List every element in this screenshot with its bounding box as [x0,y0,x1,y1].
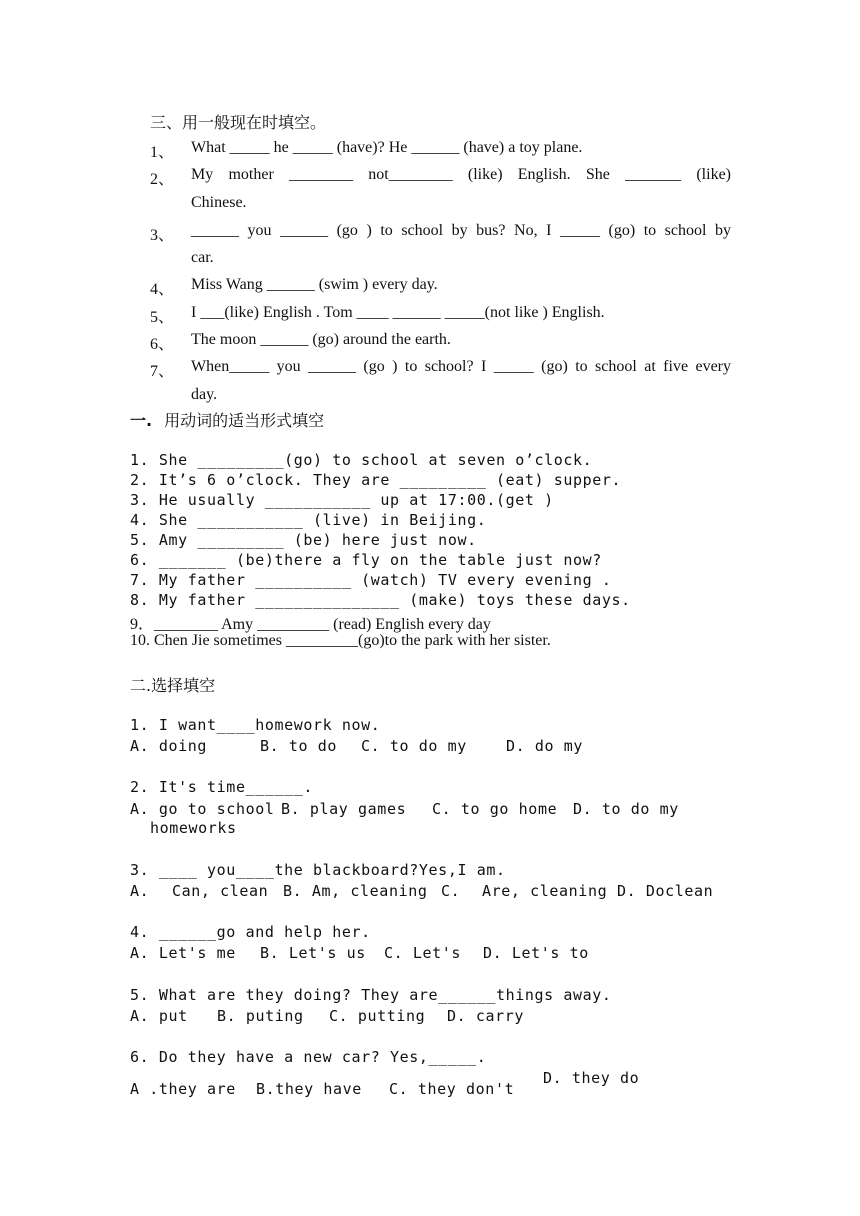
option-c: C. to go home [432,800,558,818]
option-d: D. Let's to [483,944,589,962]
item-text-wrap: car. [191,249,214,266]
option-d: D. Doclean [617,882,714,900]
section3-heading: 三、用一般现在时填空。 [150,113,327,132]
item-number: 3、 [150,227,175,244]
option-a: A. Let's me [130,944,236,962]
question-text: 5. What are they doing? They are______things away. [130,986,612,1004]
item-text-wrap: Chinese. [191,194,247,211]
option-c: Are, cleaning [482,882,608,900]
item-number: 6、 [150,336,175,353]
question-text: 6. Do they have a new car? Yes,_____. [130,1048,487,1066]
item-number: 7、 [150,363,175,380]
list-item: 6. _______ (be)there a fly on the table just now? [130,551,602,569]
section1-heading-text: 用动词的适当形式填空 [164,411,325,430]
section1-heading-num: 一. [130,411,153,430]
list-item: 2. It’s 6 o’clock. They are _________ (eat) supper. [130,471,622,489]
item-text: I ___(like) English . Tom ____ ______ _____(not like ) English. [191,304,605,321]
section1-heading [130,408,324,431]
option-d-wrap: homeworks [150,819,237,837]
item-text: My mother ________ not________ (like) English. She _______ (like) [191,166,731,183]
item-text: ______ you ______ (go ) to school by bus? No, I _____ (go) to school by [191,222,731,239]
item-number: 4、 [150,281,175,298]
option-c-letter: C. [441,882,461,900]
item-text: What _____ he _____ (have)? He ______ (have) a toy plane. [191,139,583,156]
item-text-wrap: day. [191,386,218,403]
item-text: When_____ you ______ (go ) to school? I _____ (go) to school at five every [191,358,731,375]
option-a-letter: A. [130,882,150,900]
item-number: 1、 [150,144,175,161]
option-c: C. they don't [389,1080,515,1098]
option-a: A. doing [130,737,208,755]
list-item: 7. My father __________ (watch) TV every evening . [130,571,612,589]
question-text: 1. I want____homework now. [130,716,381,734]
option-b: B. to do [260,737,338,755]
item-number: 5、 [150,309,175,326]
option-d: D. carry [447,1007,525,1025]
option-c: C. putting [329,1007,426,1025]
list-item: 8. My father _______________ (make) toys these days. [130,591,631,609]
list-item: 1. She _________(go) to school at seven o’clock. [130,451,593,469]
question-text: 3. ____ you____the blackboard?Yes,I am. [130,861,506,879]
option-a: Can, clean [172,882,269,900]
option-d: D. they do [543,1069,640,1087]
option-b: B. Am, cleaning [283,882,428,900]
question-text: 2. It's time______. [130,778,313,796]
option-a: A. go to school [130,800,275,818]
option-a: A. put [130,1007,188,1025]
question-text: 4. ______go and help her. [130,923,371,941]
option-c: C. to do my [361,737,467,755]
list-item: 10. Chen Jie sometimes _________(go)to the park with her sister. [130,632,551,649]
option-d: D. to do my [573,800,679,818]
item-text: Miss Wang ______ (swim ) every day. [191,276,438,293]
option-d: D. do my [506,737,584,755]
section2-heading: 二.选择填空 [130,676,216,695]
list-item: 4. She ___________ (live) in Beijing. [130,511,487,529]
option-a: A .they are [130,1080,236,1098]
list-item: 3. He usually ___________ up at 17:00.(get ) [130,491,554,509]
option-c: C. Let's [384,944,462,962]
list-item: 5. Amy _________ (be) here just now. [130,531,477,549]
list-item: 9．________ Amy _________ (read) English every day [130,616,491,633]
item-number: 2、 [150,171,175,188]
option-b: B.they have [256,1080,362,1098]
item-text: The moon ______ (go) around the earth. [191,331,451,348]
option-b: B. puting [217,1007,304,1025]
option-b: B. play games [281,800,407,818]
option-b: B. Let's us [260,944,366,962]
